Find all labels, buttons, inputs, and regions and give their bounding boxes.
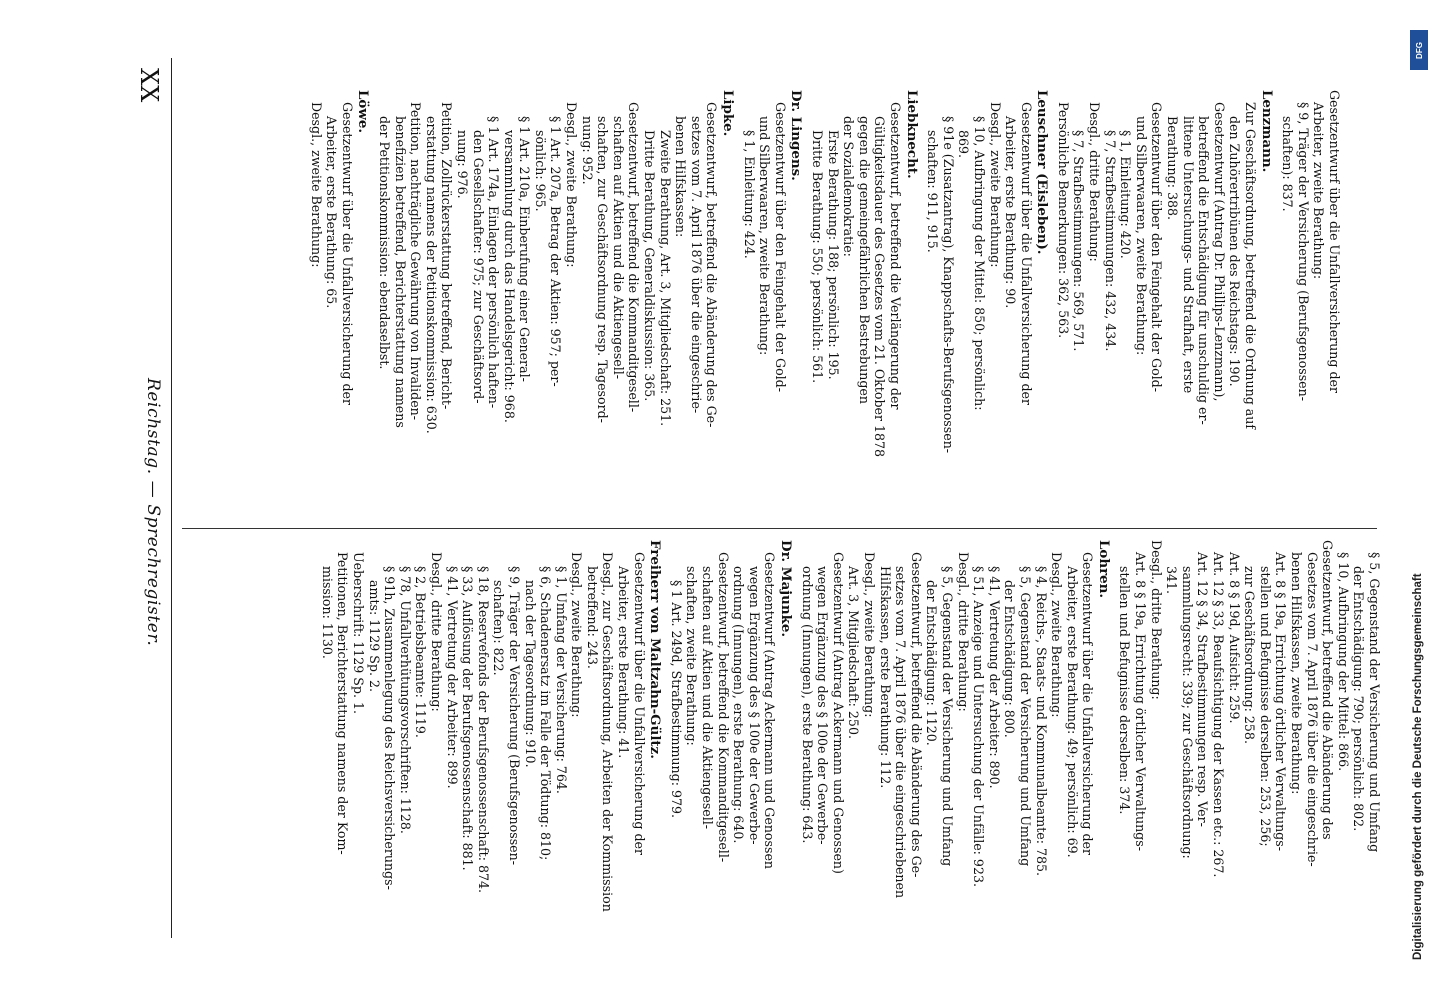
- register-line: Gesetzentwurf über die Unfallversicherung der: [1080, 552, 1096, 856]
- digitization-note: [1410, 30, 1432, 960]
- register-line: Arbeiter, erste Berathung: 41.: [616, 566, 632, 759]
- register-line: Arbeiter, zweite Berathung:: [1311, 102, 1327, 280]
- register-line: Berathung: 388.: [1165, 116, 1181, 220]
- register-line: Erste Berathung: 188; persönlich: 195.: [825, 130, 841, 380]
- register-line: Gesetzentwurf über die Unfallversicherung der: [1327, 90, 1342, 394]
- register-line: und Silberwaaren, zweite Berathung:: [1133, 116, 1149, 356]
- register-line: schaften auf Aktien und die Aktiengesell-: [700, 566, 716, 830]
- register-line: 341.: [1164, 566, 1180, 595]
- register-line: Gesetzentwurf, betreffend die Kommanditgesell-: [715, 552, 731, 863]
- register-entry: [809, 90, 918, 518]
- register-entry: [1055, 90, 1273, 518]
- register-line: Art. 3, Mitgliedschaft: 250.: [846, 566, 862, 739]
- speaker-name: Lenzmann.: [1258, 90, 1275, 173]
- register-line: schaften, zweite Berathung:: [684, 566, 700, 746]
- register-line: der Sozialdemokratie:: [841, 116, 857, 257]
- register-line: ordnung (Innungen), erste Berathung: 640.: [731, 566, 747, 844]
- register-line: Gesetzentwurf über den Feingehalt der Gold-: [772, 102, 788, 392]
- register-line: § 9, Träger der Versicherung (Berufsgenossen-: [506, 566, 522, 865]
- register-line: schaften: 911, 915.: [925, 130, 941, 253]
- register-line: Desgl., dritte Berathung:: [1148, 540, 1164, 700]
- register-line: Arbeiter, erste Berathung: 65.: [324, 116, 340, 309]
- register-line: Gesetzentwurf (Antrag Dr. Phillips-Lenzmann),: [1211, 102, 1227, 402]
- register-line: Petition, Zollrückerstattung betreffend, Bericht-: [439, 102, 455, 410]
- register-line: § 5, Gegenstand der Versicherung und Umfang: [1017, 566, 1033, 867]
- register-entry: [925, 90, 1050, 518]
- register-line: sammlungsrecht: 339; zur Geschäftsordnung:: [1179, 566, 1195, 859]
- register-line: § 5, Gegenstand der Versicherung und Umfang: [1367, 552, 1382, 853]
- digitization-credit: Digitalisierung gefördert durch die Deutsche Forschungsgemeinschaft: [1412, 573, 1424, 960]
- register-line: § 41, Vertretung der Arbeiter: 899.: [444, 566, 460, 789]
- register-line: § 5, Gegenstand der Versicherung und Umfang: [939, 566, 955, 867]
- register-line: versammlung durch das Handelsgericht: 968.: [501, 130, 517, 423]
- register-line: § 1, Einleitung: 424.: [741, 130, 757, 259]
- speaker-name: Lohren.: [1095, 540, 1112, 599]
- register-line: Gültigkeitsdauer des Gesetzes vom 21. Oktober 1878: [872, 116, 888, 458]
- register-line: nung: 976.: [454, 130, 470, 199]
- register-line: erstattung namens der Petitionskommission: 630.: [423, 116, 439, 434]
- register-entry: [319, 540, 662, 968]
- register-line: § 91e (Zusatzantrag), Knappschafts-Berufsgenossen-: [940, 116, 956, 454]
- register-entry: [741, 90, 803, 518]
- register-line: der Entschädigung: 1120.: [924, 580, 940, 746]
- register-line: der Entschädigung: 790; persönlich: 802.: [1351, 566, 1367, 832]
- register-line: § 91h, Zusammenlegung des Reichsversicherungs-: [382, 566, 398, 890]
- register-line: § 1 Art. 174a, Einlagen der persönlich haften-: [486, 116, 502, 409]
- register-line: Gesetzentwurf über die Unfallversicherung der: [631, 552, 647, 856]
- register-line: den Zuhörertribünen des Reichstags: 190.: [1227, 116, 1243, 387]
- register-line: Desgl., zweite Berathung:: [987, 102, 1003, 268]
- register-line: wegen Ergänzung des § 100e der Gewerbe-: [746, 566, 762, 845]
- register-line: wegen Ergänzung des § 100e der Gewerbe-: [815, 566, 831, 845]
- register-line: benen Hilfskassen:: [673, 116, 689, 238]
- running-title: Reichstag. — Sprechregister.: [143, 378, 163, 647]
- register-line: § 4, Reichs-, Staats- und Kommunalbeamte: 785.: [1033, 566, 1049, 877]
- register-line: Desgl., zur Geschäftsordnung, Arbeiten der Kommission: [600, 552, 616, 912]
- register-line: Gesetzentwurf (Antrag Ackermann und Genossen): [830, 552, 846, 874]
- register-line: Zur Geschäftsordnung, betreffend die Ordnung auf: [1243, 102, 1259, 430]
- register-line: schaften): 822.: [491, 580, 507, 676]
- register-line: Dritte Berathung: 550; persönlich: 561.: [810, 130, 825, 384]
- dfg-logo-icon: DFG: [1410, 30, 1428, 70]
- register-line: zur Geschäftsordnung: 258.: [1242, 566, 1258, 744]
- register-line: und Silberwaaren, zweite Berathung:: [757, 116, 773, 356]
- register-line: Gesetzentwurf über die Unfallversicherung der: [339, 102, 355, 406]
- register-line: setzes vom 7. April 1876 über die eingeschriebenen: [893, 566, 909, 899]
- register-line: Dritte Berathung, Generaldiskussion: 365.: [642, 130, 658, 402]
- register-entry: [668, 540, 793, 968]
- register-line: Gesetzentwurf, betreffend die Verlängerung der: [887, 102, 903, 410]
- register-line: mission: 1130.: [319, 566, 335, 659]
- register-line: Petition, nachträgliche Gewährung von Invaliden-: [408, 102, 424, 421]
- register-line: Art. 12 § 34, Strafbestimmungen resp. Ver-: [1195, 552, 1211, 827]
- speaker-name: Liebknecht.: [903, 90, 920, 179]
- register-line: littene Untersuchungs- und Strafhaft, erste: [1180, 116, 1196, 394]
- register-line: § 1 Art. 210a, Einberufung einer General-: [517, 116, 533, 382]
- register-line: sönlich: 965.: [532, 130, 548, 212]
- register-line: § 33, Auflösung der Berufsgenossenschaft: 881.: [460, 566, 476, 871]
- register-line: Gesetzentwurf über den Feingehalt der Gold-: [1149, 102, 1165, 392]
- register-line: Gesetzentwurf über die Unfallversicherung der: [1018, 102, 1034, 406]
- register-line: Gesetzentwurf, betreffend die Abänderung des Ge-: [704, 102, 720, 428]
- register-line: § 10, Aufbringung der Mittel: 850; persönlich:: [971, 116, 987, 411]
- register-line: gegen die gemeingefährlichen Bestrebungen: [856, 116, 872, 404]
- register-line: betreffend die Entschädigung für unschuldig er-: [1196, 116, 1212, 425]
- right-column: [232, 540, 1382, 968]
- register-line: Art. 8 § 19a, Errichtung örtlicher Verwaltungs-: [1273, 552, 1289, 851]
- register-line: Desgl., dritte Berathung:: [955, 552, 971, 712]
- register-line: § 1, Umfang der Versicherung: 764.: [553, 566, 569, 794]
- register-line: schaften): 837.: [1280, 116, 1296, 212]
- register-line: Hilfskassen, erste Berathung: 112.: [877, 566, 893, 789]
- register-line: Gesetzentwurf, betreffend die Abänderung des Ge-: [908, 552, 924, 878]
- column-divider: [182, 528, 1377, 529]
- register-entry: [376, 90, 735, 518]
- register-line: stellen und Befugnisse derselben: 253, 256;: [1257, 566, 1273, 847]
- speaker-name: Leuschner (Eisleben).: [1034, 90, 1051, 255]
- register-line: Gesetzes vom 7. April 1876 über die eingeschrie-: [1304, 552, 1320, 867]
- register-line: Arbeiter, erste Berathung: 90.: [1003, 116, 1019, 309]
- register-line: schaften, zur Geschäftsordnung resp. Tagesord-: [595, 116, 611, 423]
- register-line: § 1, Einleitung: 420.: [1118, 130, 1134, 259]
- register-line: Art. 8 § 19d, Aufsicht: 259.: [1226, 552, 1242, 724]
- register-line: Desgl., dritte Berathung:: [1087, 102, 1103, 262]
- register-line: § 1 Art. 207a, Betrag der Aktien: 957; per-: [548, 116, 564, 387]
- register-line: benefizien betreffend, Berichterstattung namens: [392, 116, 408, 428]
- speaker-name: Löwe.: [355, 90, 372, 134]
- register-line: Art. 8 § 19a, Errichtung örtlicher Verwaltungs-: [1133, 552, 1149, 851]
- register-line: Gesetzentwurf, betreffend die Kommanditgesell-: [626, 102, 642, 413]
- register-line: ordnung (Innungen), erste Berathung: 643.: [799, 566, 815, 844]
- register-entry: [308, 90, 370, 518]
- register-line: nach der Tagesordnung: 910.: [522, 580, 538, 768]
- register-line: Zweite Berathung, Art. 3, Mitgliedschaft: 251.: [657, 130, 673, 427]
- register-line: § 7, Strafbestimmungen: 569, 571.: [1071, 130, 1087, 352]
- register-line: Ueberschrift: 1129 Sp. 1.: [351, 552, 366, 715]
- register-line: Gesetzentwurf (Antrag Ackermann und Genossen: [762, 552, 778, 870]
- register-line: Desgl., zweite Berathung:: [569, 552, 585, 718]
- register-line: § 2, Betriebsbeamte: 1119.: [413, 566, 429, 738]
- register-line: nung: 952.: [579, 116, 595, 185]
- register-line: Desgl., dritte Berathung:: [428, 552, 444, 712]
- register-line: § 10, Aufbringung der Mittel: 866.: [1335, 552, 1351, 772]
- register-line: § 7, Strafbestimmungen: 432, 434.: [1102, 130, 1118, 352]
- register-line: § 9, Träger der Versicherung (Berufsgenossen-: [1295, 102, 1311, 401]
- register-entry: [1280, 90, 1342, 518]
- register-line: Desgl., zweite Berathung:: [1049, 552, 1065, 718]
- register-line: § 18, Reservefonds der Berufsgenossenschaft: 874.: [475, 566, 491, 893]
- register-line: Petitionen, Berichterstattung namens der Kom-: [335, 552, 351, 855]
- register-line: § 41, Vertretung der Arbeiter: 890.: [986, 566, 1002, 789]
- register-line: der Petitionskommission: ebendaselbst.: [376, 116, 392, 370]
- left-column: [192, 90, 1342, 518]
- register-line: Desgl., zweite Berathung:: [862, 552, 877, 718]
- register-line: § 1 Art. 249d, Strafbestimmung: 979.: [668, 580, 684, 819]
- register-entry: [799, 540, 1111, 968]
- register-line: 869.: [956, 130, 972, 159]
- speaker-name: Freiherr von Maltzahn-Gültz.: [647, 540, 664, 759]
- register-line: der Entschädigung: 800.: [1002, 580, 1018, 738]
- speaker-name: Dr. Lingens.: [788, 90, 805, 181]
- page-number: XX: [135, 68, 163, 103]
- register-line: betreffend: 243.: [584, 566, 600, 669]
- register-line: Desgl., zweite Berathung:: [308, 102, 324, 268]
- register-line: § 51, Anzeige und Untersuchung der Unfälle: 923.: [971, 566, 987, 887]
- register-line: Arbeiter, erste Berathung: 49; persönlich: 69.: [1064, 566, 1080, 858]
- speaker-name: Lipke.: [720, 90, 737, 137]
- register-line: setzes vom 7. April 1876 über die eingeschrie-: [688, 116, 704, 414]
- speaker-name: Dr. Majunke.: [778, 540, 795, 638]
- register-line: amts: 1129 Sp. 2.: [366, 580, 382, 692]
- register-line: stellen und Befugnisse derselben: 374.: [1117, 566, 1133, 815]
- register-line: schaften auf Aktien und die Aktiengesell-: [610, 116, 626, 380]
- page-header: [131, 58, 172, 938]
- register-line: § 6, Schadenersatz im Falle der Tödtung: 810;: [538, 566, 554, 861]
- register-line: § 78, Unfallverhütungsvorschriften: 1128.: [397, 566, 413, 834]
- register-line: den Gesellschafter: 975; zur Geschäftsord-: [470, 130, 486, 404]
- register-line: Gesetzentwurf, betreffend die Abänderung des: [1320, 540, 1336, 840]
- register-line: Art. 12 § 33, Beaufsichtigung der Kassen etc.: 267.: [1211, 552, 1227, 878]
- register-line: Persönliche Bemerkungen: 362, 563.: [1055, 102, 1071, 339]
- register-entry: [1117, 540, 1382, 968]
- register-line: benen Hilfskassen, zweite Berathung:: [1289, 552, 1305, 795]
- register-line: Desgl., zweite Berathung:: [564, 102, 580, 268]
